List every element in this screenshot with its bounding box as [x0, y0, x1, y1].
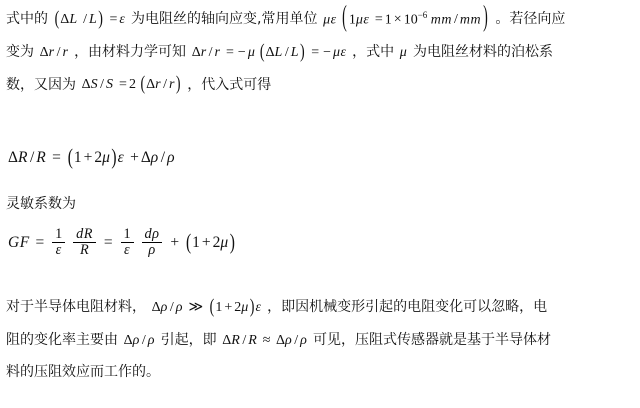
paragraph-1-line-1 — [6, 2, 640, 35]
paragraph-1-line-3 — [6, 74, 640, 97]
text-run: ，代入式可得 — [187, 76, 272, 93]
text-run: 为电阻丝的轴向应变,常用单位 — [131, 11, 318, 27]
paragraph-3-line-1 — [6, 296, 640, 319]
text-run: 式中的 — [6, 11, 48, 27]
inline-math-approx-relation: ΔR / R ≈ Δρ / ρ — [222, 332, 308, 348]
text-run: 。若径向应 — [495, 11, 566, 27]
text-run: 引起，即 — [160, 331, 217, 348]
text-run: 数，又因为 — [6, 76, 76, 93]
text-run: ，由材料力学可知 — [74, 43, 187, 60]
paragraph-3-line-2 — [6, 329, 640, 352]
paragraph-2 — [0, 193, 640, 216]
inline-math-resistivity-ratio: Δρ / ρ — [123, 332, 155, 348]
text-run: 可见，压阻式传感器就是基于半导体材 — [312, 331, 551, 348]
text-run: ，式中 — [352, 43, 395, 60]
paragraph-1-line-2 — [6, 41, 640, 64]
inline-math-strain-def: (ΔL / L) = ε — [54, 8, 126, 31]
paragraph-3-line-3 — [6, 361, 640, 384]
paragraph-3 — [0, 296, 640, 384]
display-equation-1 — [0, 140, 640, 170]
inline-math-mu: μ — [399, 44, 408, 60]
text-run: 变为 — [6, 43, 34, 60]
text-run: 为电阻丝材料的泊松系 — [412, 43, 553, 60]
inline-math-semiconductor-dominance: Δρ / ρ ≫ (1 + 2μ)ε — [151, 296, 262, 319]
text-run: 灵敏系数为 — [6, 196, 76, 212]
paragraph-1 — [0, 2, 640, 96]
inline-math-radial-strain: Δr / r — [39, 44, 69, 60]
inline-math-poisson-relation: Δr / r = − μ (ΔL / L) = − με — [191, 41, 347, 63]
display-equation-2 — [0, 222, 640, 259]
text-run: 料的压阻效应而工作的。 — [6, 364, 160, 381]
inline-math-microstrain-unit: με ( $1\mu\varepsilon = 1 \times 10^{-6}$ mm / mm ) — [323, 2, 488, 35]
equation-resistance-change: ΔR / R = (1 + 2μ)ε + Δρ / ρ — [8, 144, 176, 170]
text-run: 阻的变化率主要由 — [6, 331, 118, 348]
inline-math-area-change: ΔS / S = 2 (Δr / r) — [81, 73, 181, 96]
text-run: ，即因机械变形引起的电阻变化可以忽略，电 — [267, 299, 548, 315]
equation-gauge-factor: GF = $\frac{1}{\varepsilon}$ $\frac{dR}{R}$ = $\frac{1}{\varepsilon}$ $\frac{d\rho}{\rho}$ + (1 + 2μ) — [8, 226, 235, 258]
text-run: 对于半导体电阻材料， — [6, 299, 146, 315]
